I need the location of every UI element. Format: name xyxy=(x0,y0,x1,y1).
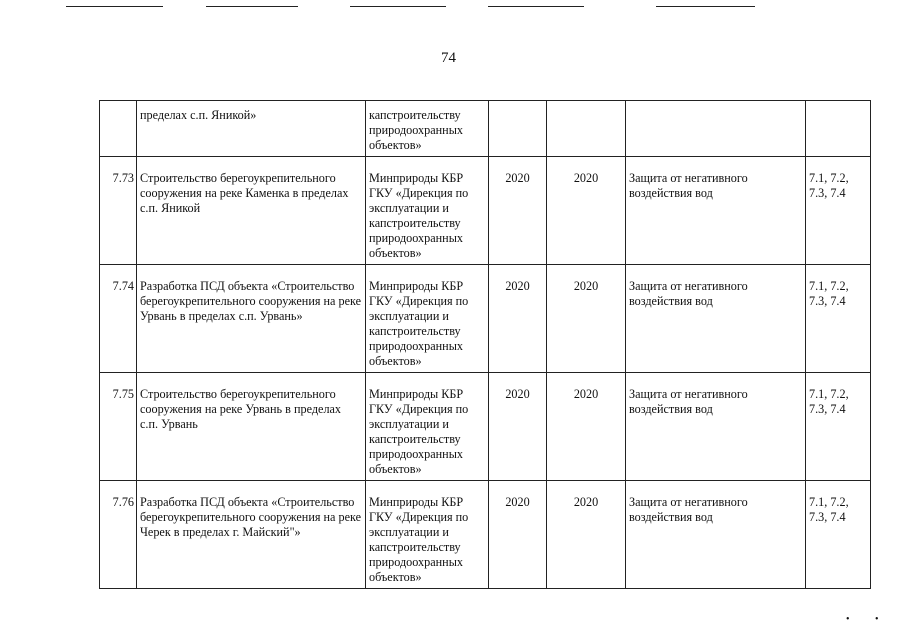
cell-name: Разработка ПСД объекта «Строительство берегоукрепительного сооружения на реке Урвань в пределах с.п. Урвань» xyxy=(137,265,366,373)
cell-executor: Минприроды КБР ГКУ «Дирекция по эксплуатации и капстроительству природоохранных объектов» xyxy=(366,373,489,481)
cell-executor: Минприроды КБР ГКУ «Дирекция по эксплуатации и капстроительству природоохранных объектов» xyxy=(366,157,489,265)
cell-name: Разработка ПСД объекта «Строительство берегоукрепительного сооружения на реке Черек в пределах г. Майский"» xyxy=(137,481,366,589)
cell-start: 2020 xyxy=(489,373,547,481)
cell-indicators: 7.1, 7.2, 7.3, 7.4 xyxy=(806,373,871,481)
cell-result xyxy=(626,101,806,157)
header-rule xyxy=(350,6,446,7)
cell-name: Строительство берегоукрепительного сооружения на реке Урвань в пределах с.п. Урвань xyxy=(137,373,366,481)
header-rule xyxy=(656,6,755,7)
table-row xyxy=(100,265,871,373)
cell-no: 7.74 xyxy=(100,265,137,373)
table-row-continued xyxy=(100,101,871,157)
cell-start: 2020 xyxy=(489,481,547,589)
cell-start: 2020 xyxy=(489,157,547,265)
cell-executor: капстроительству природоохранных объектов» xyxy=(366,101,489,157)
cell-executor: Минприроды КБР ГКУ «Дирекция по эксплуатации и капстроительству природоохранных объектов» xyxy=(366,481,489,589)
header-rule xyxy=(66,6,163,7)
cell-result: Защита от негативного воздействия вод xyxy=(626,481,806,589)
cell-indicators xyxy=(806,101,871,157)
cell-end: 2020 xyxy=(547,481,626,589)
cell-result: Защита от негативного воздействия вод xyxy=(626,157,806,265)
cell-start: 2020 xyxy=(489,265,547,373)
header-rule xyxy=(206,6,298,7)
cell-result: Защита от негативного воздействия вод xyxy=(626,373,806,481)
table-row xyxy=(100,157,871,265)
measures-table xyxy=(99,100,871,589)
cell-end: 2020 xyxy=(547,157,626,265)
cell-end: 2020 xyxy=(547,265,626,373)
table-row xyxy=(100,373,871,481)
scan-speck: • xyxy=(846,614,850,625)
cell-name: пределах с.п. Яникой» xyxy=(137,101,366,157)
cell-end xyxy=(547,101,626,157)
cell-indicators: 7.1, 7.2, 7.3, 7.4 xyxy=(806,481,871,589)
cell-executor: Минприроды КБР ГКУ «Дирекция по эксплуатации и капстроительству природоохранных объектов» xyxy=(366,265,489,373)
cell-no: 7.73 xyxy=(100,157,137,265)
cell-no xyxy=(100,101,137,157)
cell-start xyxy=(489,101,547,157)
page-number: 74 xyxy=(441,50,456,66)
cell-end: 2020 xyxy=(547,373,626,481)
cell-result: Защита от негативного воздействия вод xyxy=(626,265,806,373)
table-row xyxy=(100,481,871,589)
cell-indicators: 7.1, 7.2, 7.3, 7.4 xyxy=(806,265,871,373)
cell-no: 7.76 xyxy=(100,481,137,589)
cell-name: Строительство берегоукрепительного сооружения на реке Каменка в пределах с.п. Яникой xyxy=(137,157,366,265)
cell-no: 7.75 xyxy=(100,373,137,481)
cell-indicators: 7.1, 7.2, 7.3, 7.4 xyxy=(806,157,871,265)
scan-speck: • xyxy=(875,614,879,625)
header-rule xyxy=(488,6,584,7)
